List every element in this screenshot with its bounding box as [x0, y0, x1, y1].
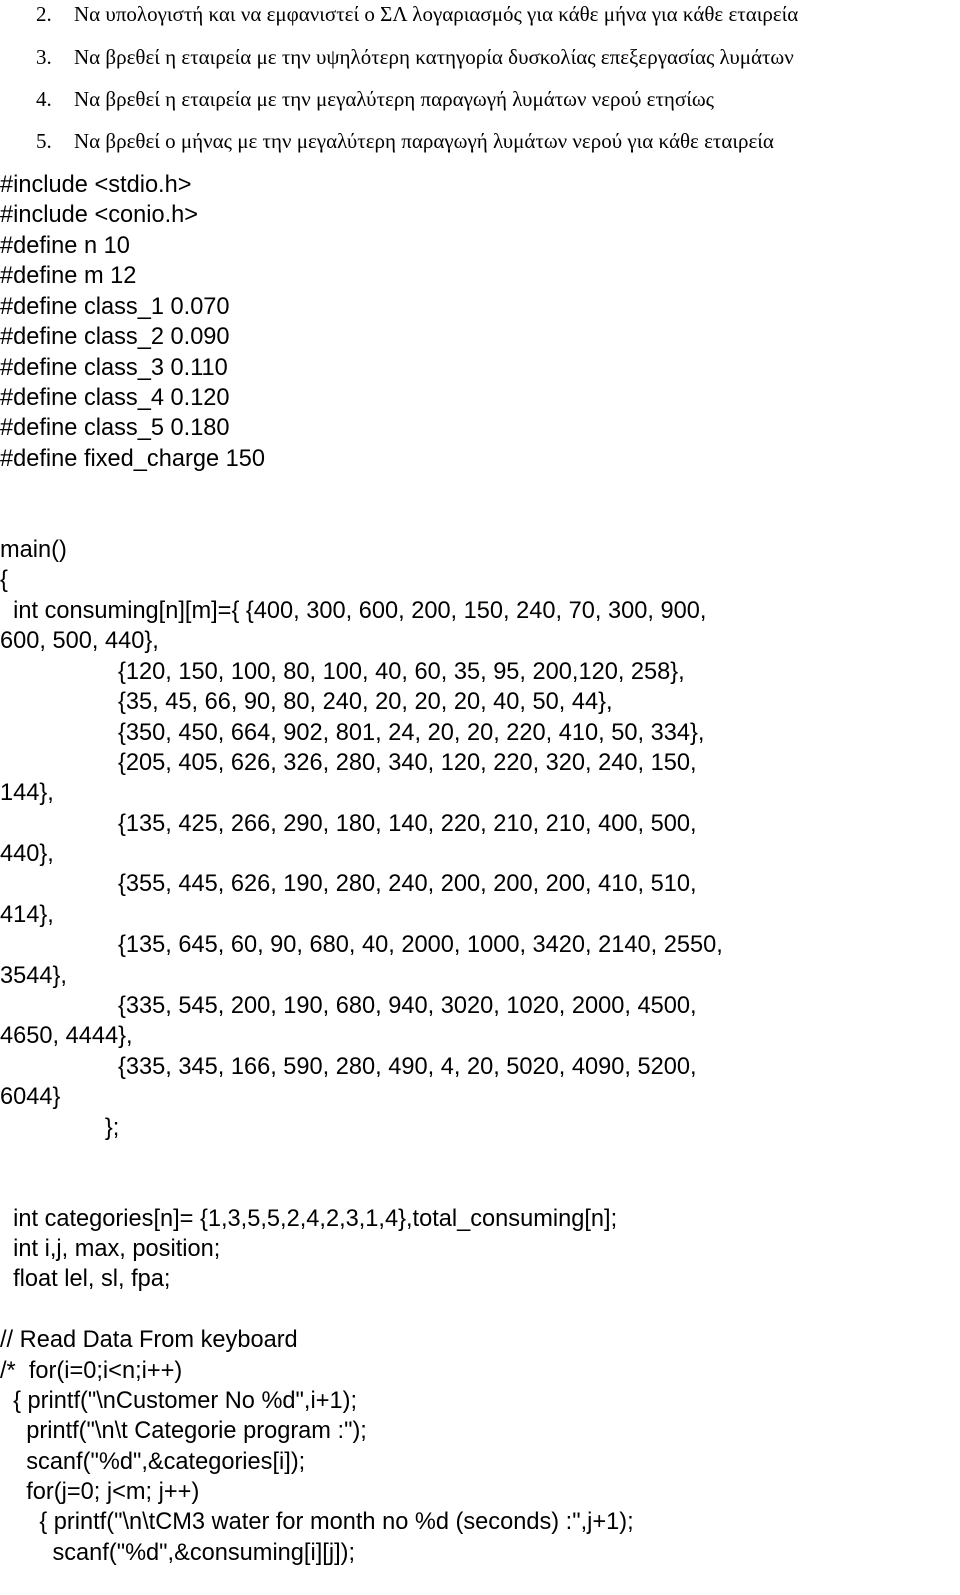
- task-number: 5.: [36, 129, 52, 153]
- task-number: 3.: [36, 45, 52, 69]
- code-line: 440},: [0, 841, 54, 867]
- code-line: main(): [0, 537, 67, 563]
- code-line: scanf("%d",&categories[i]);: [0, 1449, 306, 1475]
- code-comment: // Read Data From keyboard: [0, 1327, 298, 1353]
- code-line: 3544},: [0, 963, 67, 989]
- code-line: 4650, 4444},: [0, 1023, 133, 1049]
- code-line: {335, 345, 166, 590, 280, 490, 4, 20, 5020, 4090, 5200,: [0, 1054, 697, 1080]
- task-number: 4.: [36, 87, 52, 111]
- code-line: /* for(i=0;i<n;i++): [0, 1358, 183, 1384]
- code-line: #define m 12: [0, 263, 137, 289]
- code-line: {335, 545, 200, 190, 680, 940, 3020, 1020, 2000, 4500,: [0, 993, 697, 1019]
- code-line: #include <stdio.h>: [0, 172, 192, 198]
- task-text: Να βρεθεί η εταιρεία με την μεγαλύτερη παραγωγή λυμάτων νερού ετησίως: [74, 87, 714, 111]
- code-line: #define class_1 0.070: [0, 294, 230, 320]
- code-line: #define class_4 0.120: [0, 385, 230, 411]
- code-line: #define class_3 0.110: [0, 355, 228, 381]
- task-text: Να βρεθεί η εταιρεία με την υψηλότερη κατηγορία δυσκολίας επεξεργασίας λυμάτων: [74, 45, 794, 69]
- code-line: { printf("\nCustomer No %d",i+1);: [0, 1388, 358, 1414]
- code-line: {120, 150, 100, 80, 100, 40, 60, 35, 95, 200,120, 258},: [0, 659, 685, 685]
- code-line: };: [0, 1115, 120, 1141]
- task-item: [36, 86, 714, 112]
- code-line: #define class_2 0.090: [0, 324, 230, 350]
- code-line: 144},: [0, 780, 54, 806]
- code-line: {355, 445, 626, 190, 280, 240, 200, 200, 200, 410, 510,: [0, 871, 697, 897]
- code-line: {205, 405, 626, 326, 280, 340, 120, 220, 320, 240, 150,: [0, 750, 697, 776]
- code-line: #define class_5 0.180: [0, 415, 230, 441]
- code-line: {135, 645, 60, 90, 680, 40, 2000, 1000, 3420, 2140, 2550,: [0, 932, 723, 958]
- code-line: 6044}: [0, 1084, 61, 1110]
- code-line: 414},: [0, 902, 54, 928]
- code-line: int i,j, max, position;: [0, 1236, 221, 1262]
- code-line: scanf("%d",&consuming[i][j]);: [0, 1540, 356, 1566]
- code-line: {135, 425, 266, 290, 180, 140, 220, 210, 210, 400, 500,: [0, 811, 697, 837]
- code-line: int consuming[n][m]={ {400, 300, 600, 200, 150, 240, 70, 300, 900,: [0, 598, 707, 624]
- code-line: 600, 500, 440},: [0, 628, 159, 654]
- code-line: { printf("\n\tCM3 water for month no %d (seconds) :",j+1);: [0, 1509, 634, 1535]
- task-item: [36, 128, 774, 154]
- code-line: #include <conio.h>: [0, 202, 199, 228]
- code-line: {: [0, 567, 8, 593]
- task-text: Να υπολογιστή και να εμφανιστεί ο ΣΛ λογαριασμός για κάθε μήνα για κάθε εταιρεία: [74, 2, 799, 26]
- task-item: [36, 44, 794, 70]
- task-number: 2.: [36, 2, 52, 26]
- task-text: Να βρεθεί ο μήνας με την μεγαλύτερη παραγωγή λυμάτων νερού για κάθε εταιρεία: [74, 129, 774, 153]
- code-line: #define n 10: [0, 233, 130, 259]
- task-item: [36, 1, 798, 27]
- code-line: float lel, sl, fpa;: [0, 1266, 171, 1292]
- code-line: for(j=0; j<m; j++): [0, 1479, 200, 1505]
- code-line: #define fixed_charge 150: [0, 446, 265, 472]
- code-line: {35, 45, 66, 90, 80, 240, 20, 20, 20, 40, 50, 44},: [0, 689, 613, 715]
- code-line: printf("\n\t Categorie program :");: [0, 1418, 367, 1444]
- code-line: int categories[n]= {1,3,5,5,2,4,2,3,1,4},total_consuming[n];: [0, 1206, 618, 1232]
- code-line: {350, 450, 664, 902, 801, 24, 20, 20, 220, 410, 50, 334},: [0, 720, 705, 746]
